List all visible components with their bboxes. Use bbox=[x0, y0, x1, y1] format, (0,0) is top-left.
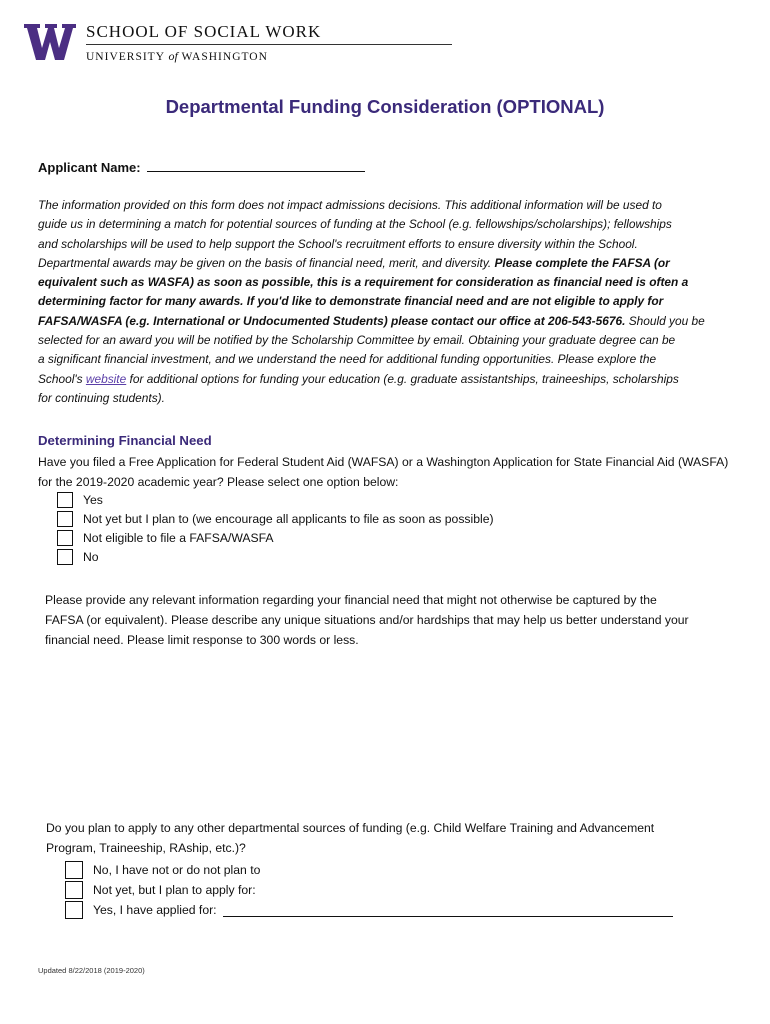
page-title: Departmental Funding Consideration (OPTIONAL) bbox=[165, 96, 605, 117]
other-option-yes[interactable]: Yes, I have applied for: bbox=[65, 901, 673, 919]
applied-for-field[interactable] bbox=[223, 904, 673, 917]
applicant-name-row bbox=[38, 160, 365, 175]
financial-need-response-area[interactable] bbox=[45, 655, 745, 805]
university-name: UNIVERSITY of WASHINGTON bbox=[86, 49, 268, 63]
checkbox[interactable] bbox=[57, 549, 73, 565]
footer-updated: Updated 8/22/2018 (2019-2020) bbox=[38, 966, 145, 975]
fafsa-option-yes[interactable]: Yes bbox=[57, 492, 103, 508]
applicant-name-label: Applicant Name: bbox=[38, 160, 141, 175]
checkbox[interactable] bbox=[65, 861, 83, 879]
fafsa-option-not-yet[interactable]: Not yet but I plan to (we encourage all applicants to file as soon as possible) bbox=[57, 511, 494, 527]
website-link[interactable]: website bbox=[85, 371, 127, 386]
fafsa-option-not-eligible[interactable]: Not eligible to file a FAFSA/WASFA bbox=[57, 530, 274, 546]
fafsa-question: Have you filed a Free Application for Federal Student Aid (WAFSA) or a Washington Application for State Financial Aid (WASFA) for the 2019-2020 academic year? Please select one option below: bbox=[38, 455, 729, 489]
intro-paragraph: The information provided on this form does not impact admissions decisions. This additional information will be used to guide us in determining a match for potential sources of funding at the School (e.g. fellowships/scholarships); fellowships and scholarships will be used to help support the School's recruitment efforts to ensure diversity within the School. Departmental awards may be given on the basis of financial need, merit, and diversity. Please complete the FAFSA (or equivalent such as WASFA) as soon as possible, this is a requirement for consideration as financial need is often a determining factor for many awards. If you'd like to demonstrate financial need and are not eligible to apply for FAFSA/WASFA (e.g. International or Undocumented Students) please contact our office at 206-543-5676. Should you be selected for an award you will be notified by the Scholarship Committee by email. Obtaining your graduate degree can be a significant financial investment, and we understand the need for additional funding opportunities. Please explore the School's website for additional options for funding your education (e.g. graduate assistantships, traineeships, scholarships for continuing students). bbox=[38, 198, 705, 405]
checkbox[interactable] bbox=[65, 901, 83, 919]
other-sources-question: Do you plan to apply to any other departmental sources of funding (e.g. Child Welfare Training and Advancement Program, Traineeship, RAship, etc.)? bbox=[46, 821, 655, 855]
checkbox[interactable] bbox=[57, 492, 73, 508]
fafsa-option-no[interactable]: No bbox=[57, 549, 99, 565]
applicant-name-field[interactable] bbox=[147, 160, 365, 172]
header-divider bbox=[86, 44, 452, 45]
checkbox[interactable] bbox=[65, 881, 83, 899]
section-heading: Determining Financial Need bbox=[38, 433, 212, 448]
checkbox[interactable] bbox=[57, 511, 73, 527]
financial-need-prompt: Please provide any relevant information regarding your financial need that might not otherwise be captured by the FAFSA (or equivalent). Please describe any unique situations and/or hardships that may help us better understand your financial need. Please limit response to 300 words or less. bbox=[45, 593, 689, 647]
uw-logo-icon bbox=[24, 22, 76, 62]
school-name: SCHOOL OF SOCIAL WORK bbox=[86, 22, 322, 41]
other-option-no[interactable]: No, I have not or do not plan to bbox=[65, 861, 260, 879]
other-option-not-yet[interactable]: Not yet, but I plan to apply for: bbox=[65, 881, 256, 899]
checkbox[interactable] bbox=[57, 530, 73, 546]
